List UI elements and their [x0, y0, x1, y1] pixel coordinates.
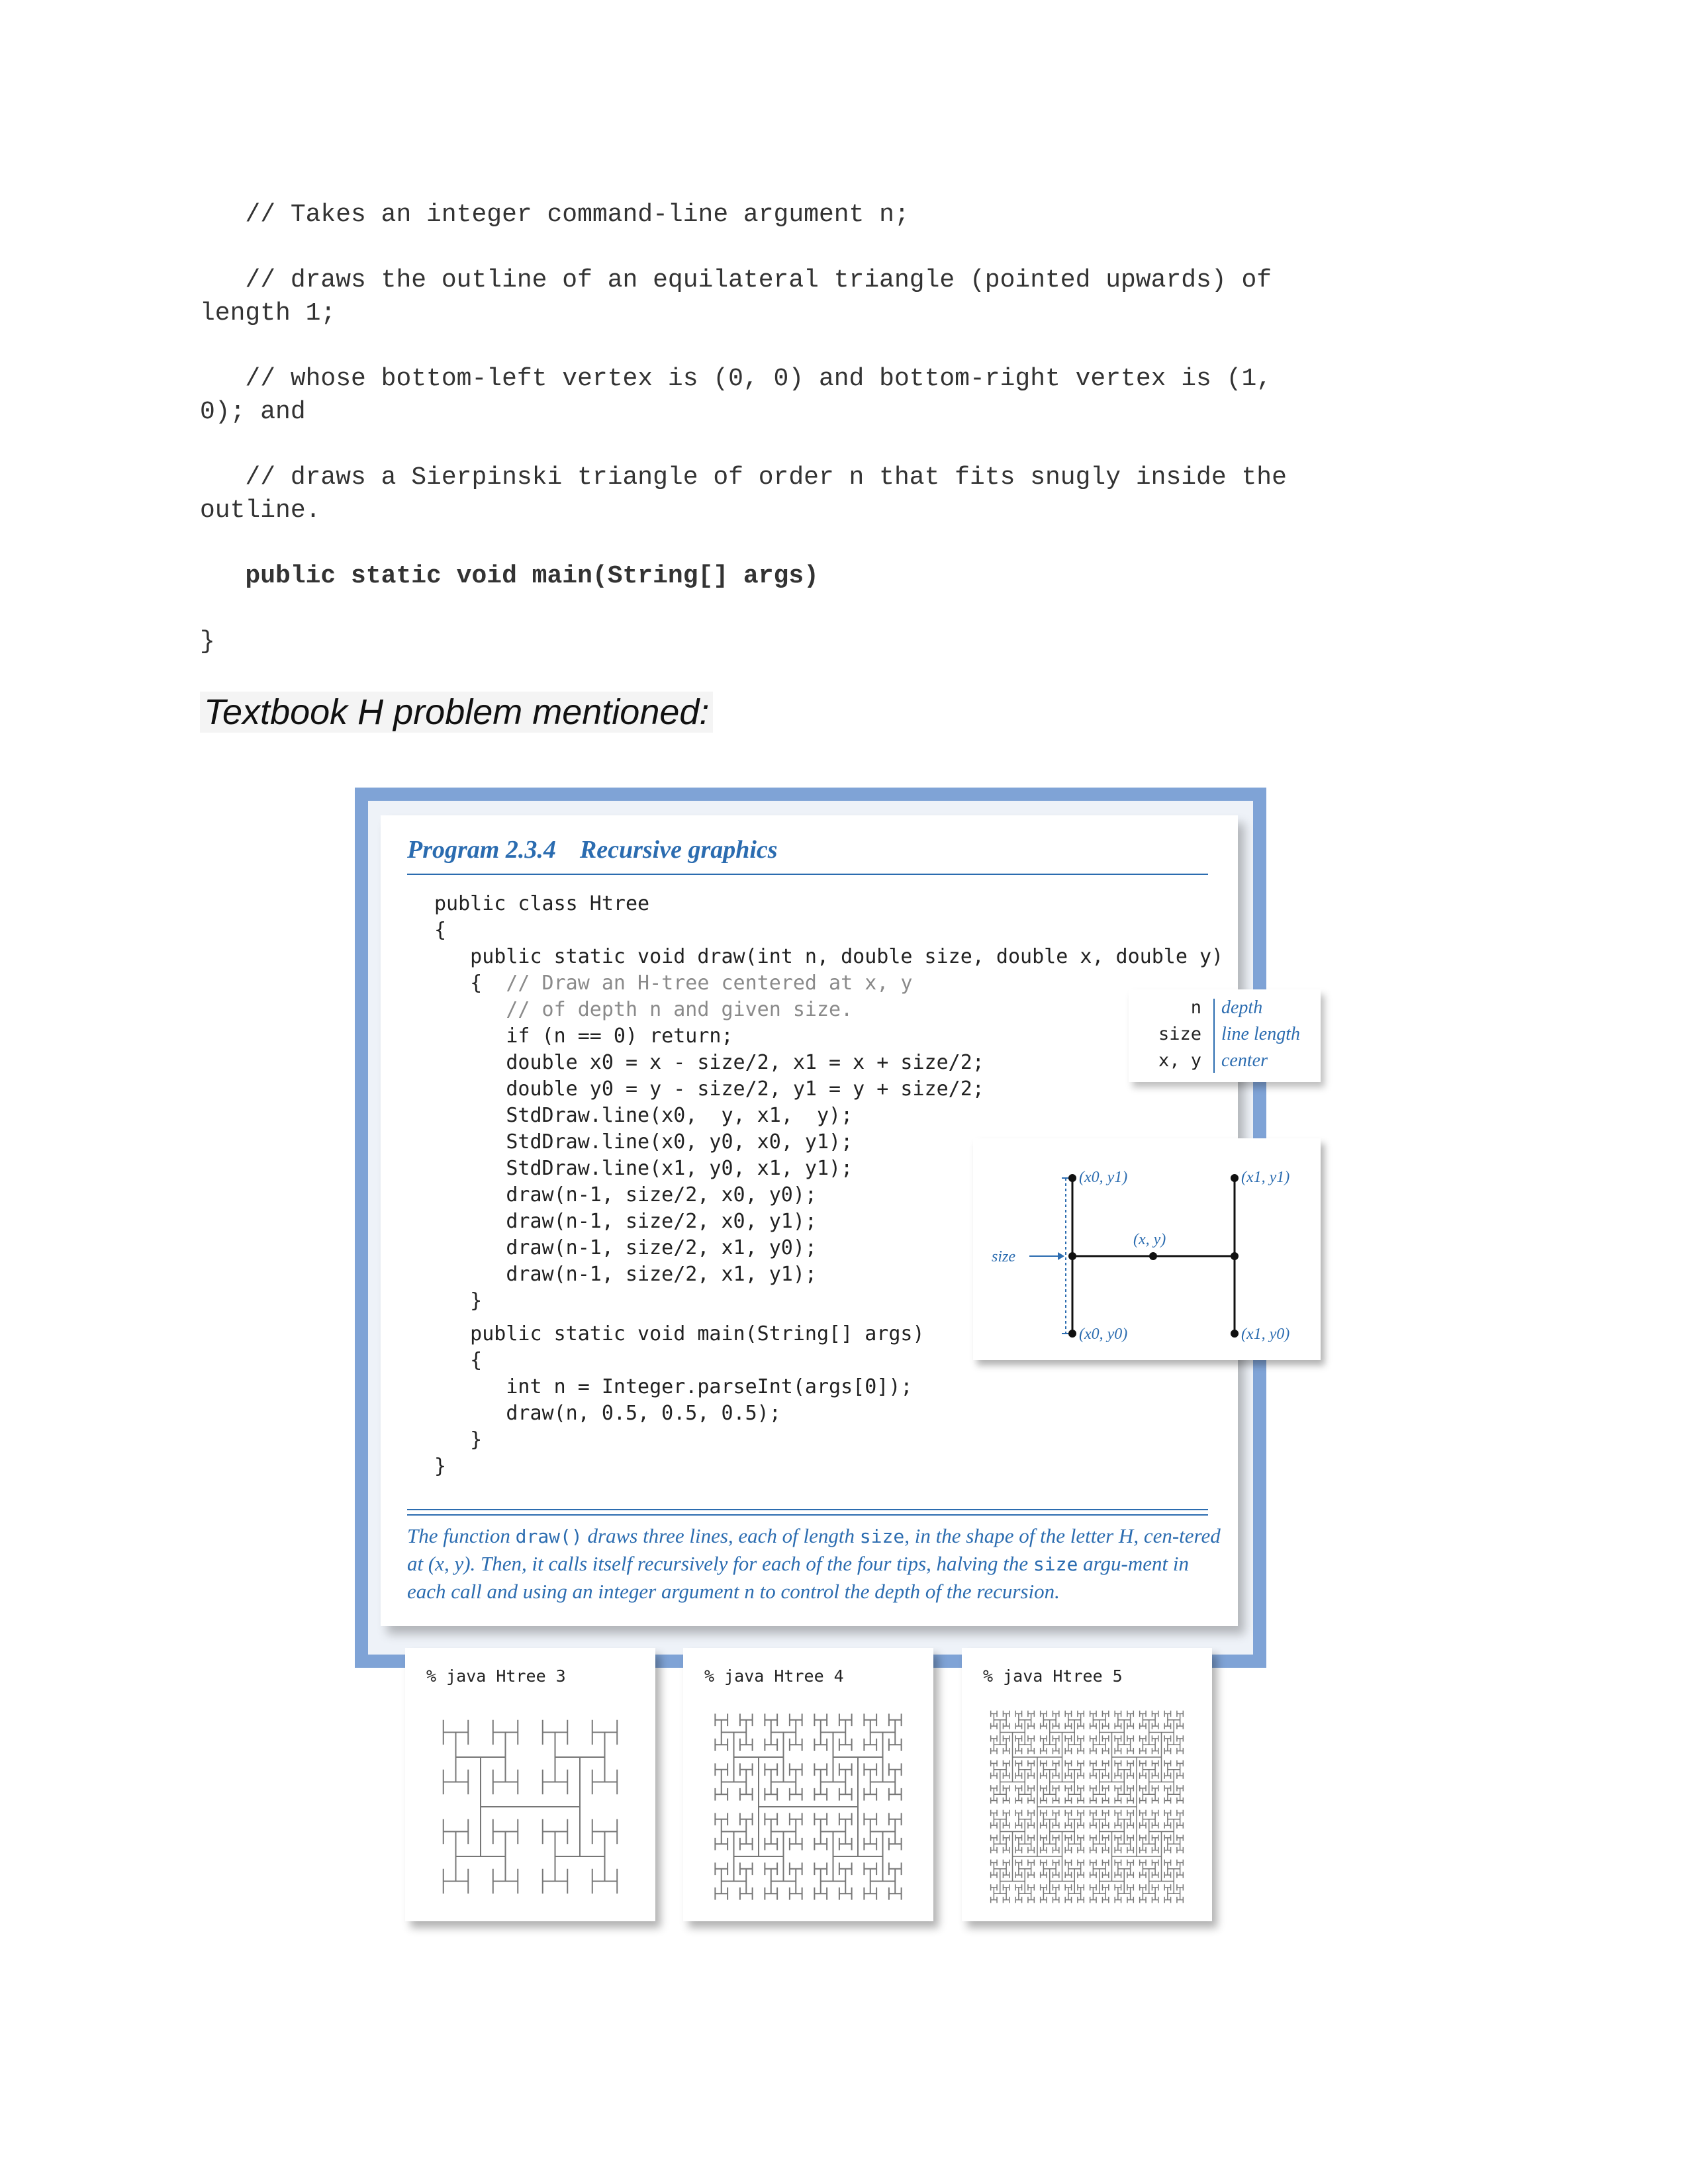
point-center	[1149, 1252, 1157, 1260]
label-size: size	[992, 1248, 1015, 1265]
program-description: The function draw() draws three lines, each of length size, in the shape of the letter H, cen-tered at (x, y). Then, it calls itself recursively for each of the four tips, halving the size argu-ment in each call and using an integer argument n to control the depth of the recursion.	[407, 1524, 1221, 1603]
program-number: Program 2.3.4	[407, 836, 556, 864]
point-x1y1	[1231, 1174, 1239, 1182]
label-x1y1: (x1, y1)	[1241, 1169, 1290, 1186]
output-htree-5	[962, 1648, 1212, 1921]
htree-drawing	[405, 1648, 655, 1921]
output-command: % java Htree 5	[983, 1666, 1123, 1686]
title-rule	[407, 874, 1208, 875]
label-x0y1: (x0, y1)	[1079, 1169, 1128, 1186]
comment-line-3-wrap: 0); and	[200, 398, 306, 426]
variable-legend	[1129, 989, 1321, 1082]
htree-code: public class Htree { public static void draw(int n, double size, double x, double y) { // Draw an H-tree centered at x, y // of depth n and given size. if (n == 0) return; double x0 = x - size/2, x1 = x + size/2; double y0 = y - size/2, y1 = y + size/2; StdDraw.line(x0, y, x1, y); StdDraw.line(x0, y0, x0, y1); StdDraw.line(x1, y0, x1, y1); draw(n-1, size/2, x0, y0); draw(n-1, size/2, x0, y1); draw(n-1, size/2, x1, y0); draw(n-1, size/2, x1, y1); } public static void main(String[] args) { int n = Integer.parseInt(args[0]); draw(n, 0.5, 0.5, 0.5); } }	[434, 892, 1224, 1478]
legend-row	[1129, 1050, 1321, 1077]
legend-row	[1129, 1024, 1321, 1050]
label-x0y0: (x0, y0)	[1079, 1326, 1128, 1343]
comment-line-3: // whose bottom-left vertex is (0, 0) and bottom-right vertex is (1,	[200, 365, 1272, 393]
htree-drawing	[962, 1648, 1212, 1921]
legend-var: x, y	[1158, 1050, 1201, 1071]
comment-line-4: // draws a Sierpinski triangle of order n that fits snugly inside the	[200, 463, 1287, 492]
program-name: Recursive graphics	[579, 836, 778, 864]
point-right-mid	[1231, 1252, 1239, 1260]
program-title	[407, 835, 778, 864]
point-x0y0	[1068, 1330, 1076, 1338]
comment-line-2: // draws the outline of an equilateral triangle (pointed upwards) of	[200, 266, 1272, 295]
output-htree-3	[405, 1648, 655, 1921]
h-diagram-svg	[973, 1138, 1321, 1360]
legend-var: n	[1190, 997, 1201, 1018]
point-x0y1	[1068, 1174, 1076, 1182]
closing-brace: }	[200, 627, 215, 656]
comment-line-1: // Takes an integer command-line argument n;	[200, 201, 910, 229]
comment-line-2-wrap: length 1;	[200, 299, 336, 328]
section-heading: Textbook H problem mentioned:	[200, 692, 713, 733]
output-htree-4	[683, 1648, 933, 1921]
point-x1y0	[1231, 1330, 1239, 1338]
legend-row	[1129, 997, 1321, 1024]
label-x1y0: (x1, y0)	[1241, 1326, 1290, 1343]
point-left-mid	[1068, 1252, 1076, 1260]
legend-meaning: line length	[1221, 1024, 1300, 1044]
legend-meaning: depth	[1221, 997, 1263, 1018]
output-command: % java Htree 4	[704, 1666, 844, 1686]
size-arrow-head	[1058, 1252, 1064, 1260]
legend-var: size	[1158, 1024, 1201, 1044]
label-xy: (x, y)	[1133, 1231, 1166, 1248]
comment-line-4-wrap: outline.	[200, 496, 321, 525]
main-signature: public static void main(String[] args)	[200, 562, 819, 590]
legend-meaning: center	[1221, 1050, 1268, 1071]
h-diagram	[973, 1138, 1321, 1360]
description-rule-top	[407, 1509, 1208, 1510]
output-command: % java Htree 3	[426, 1666, 566, 1686]
description-rule-bottom	[407, 1514, 1208, 1516]
htree-drawing	[683, 1648, 933, 1921]
